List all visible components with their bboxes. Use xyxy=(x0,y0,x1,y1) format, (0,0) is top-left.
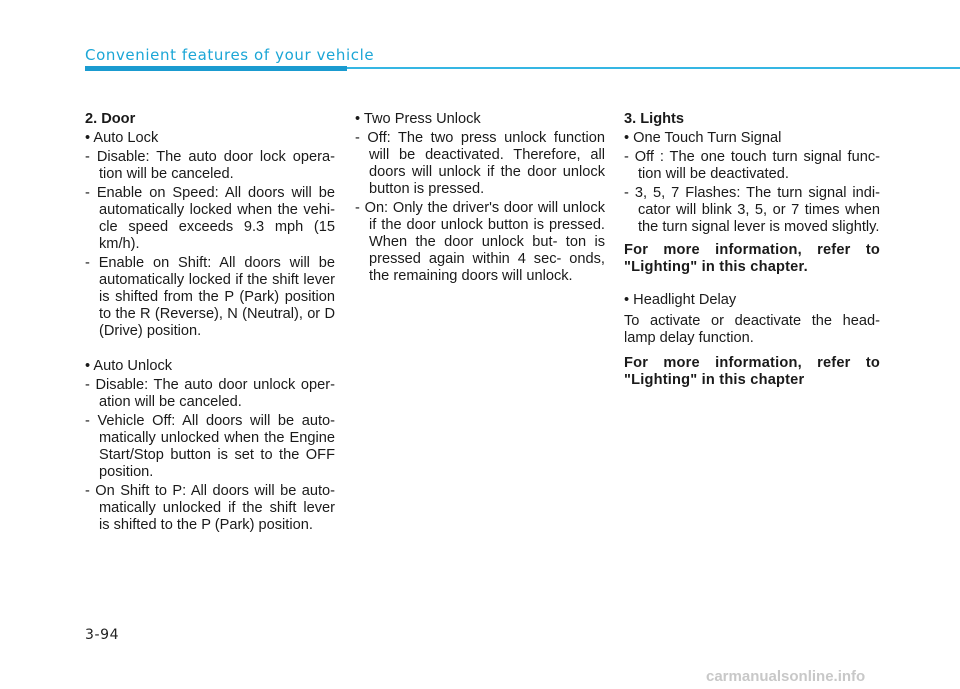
auto-unlock-shift-p: - On Shift to P: All doors will be auto- matically unlocked if the shift lever is shifted to the P (Park) position. xyxy=(85,483,335,534)
watermark: carmanualsonline.info xyxy=(706,668,866,685)
headlight-reference-note: For more information, refer to "Lighting" in this chapter xyxy=(624,355,880,388)
bullet-auto-lock: • Auto Lock xyxy=(85,130,335,147)
heading-door: 2. Door xyxy=(85,111,136,127)
turn-signal-off: - Off : The one touch turn signal func- tion will be deactivated. xyxy=(624,149,880,183)
headlight-delay-text: To activate or deactivate the head- lamp delay function. xyxy=(624,313,880,346)
bullet-one-touch-turn-signal: • One Touch Turn Signal xyxy=(624,130,880,147)
header-rule-thick xyxy=(85,66,347,71)
auto-unlock-disable: - Disable: The auto door unlock oper- ation will be canceled. xyxy=(85,377,335,411)
auto-unlock-vehicle-off: - Vehicle Off: All doors will be auto- matically unlocked when the Engine Start/Stop button is set to the OFF position. xyxy=(85,413,335,481)
turn-signal-reference-note: For more information, refer to "Lighting" in this chapter. xyxy=(624,242,880,275)
turn-signal-flashes: - 3, 5, 7 Flashes: The turn signal indi- cator will blink 3, 5, or 7 times when the turn signal lever is moved slightly. xyxy=(624,185,880,236)
section-title: Convenient features of your vehicle xyxy=(85,46,375,64)
column-right xyxy=(624,111,880,405)
auto-lock-disable: - Disable: The auto door lock opera- tion will be canceled. xyxy=(85,149,335,183)
two-press-on: - On: Only the driver's door will unlock if the door unlock button is pressed. When the door unlock but- ton is pressed again within 4 sec- onds, the remaining doors will unlock. xyxy=(355,200,605,285)
heading-lights: 3. Lights xyxy=(624,111,684,127)
bullet-headlight-delay: • Headlight Delay xyxy=(624,292,880,309)
two-press-off: - Off: The two press unlock function will be deactivated. Therefore, all doors will unlock if the door unlock button is pressed. xyxy=(355,130,605,198)
column-left xyxy=(85,111,335,536)
auto-lock-enable-speed: - Enable on Speed: All doors will be automatically locked when the vehi- cle speed exceeds 9.3 mph (15 km/h). xyxy=(85,185,335,253)
column-middle xyxy=(355,111,605,287)
bullet-two-press-unlock: • Two Press Unlock xyxy=(355,111,605,128)
auto-lock-enable-shift: - Enable on Shift: All doors will be automatically locked if the shift lever is shifted from the P (Park) position to the R (Reverse), N (Neutral), or D (Drive) position. xyxy=(85,255,335,340)
bullet-auto-unlock: • Auto Unlock xyxy=(85,358,335,375)
page-number: 3-94 xyxy=(85,627,120,643)
header-rule-thin xyxy=(347,67,960,69)
